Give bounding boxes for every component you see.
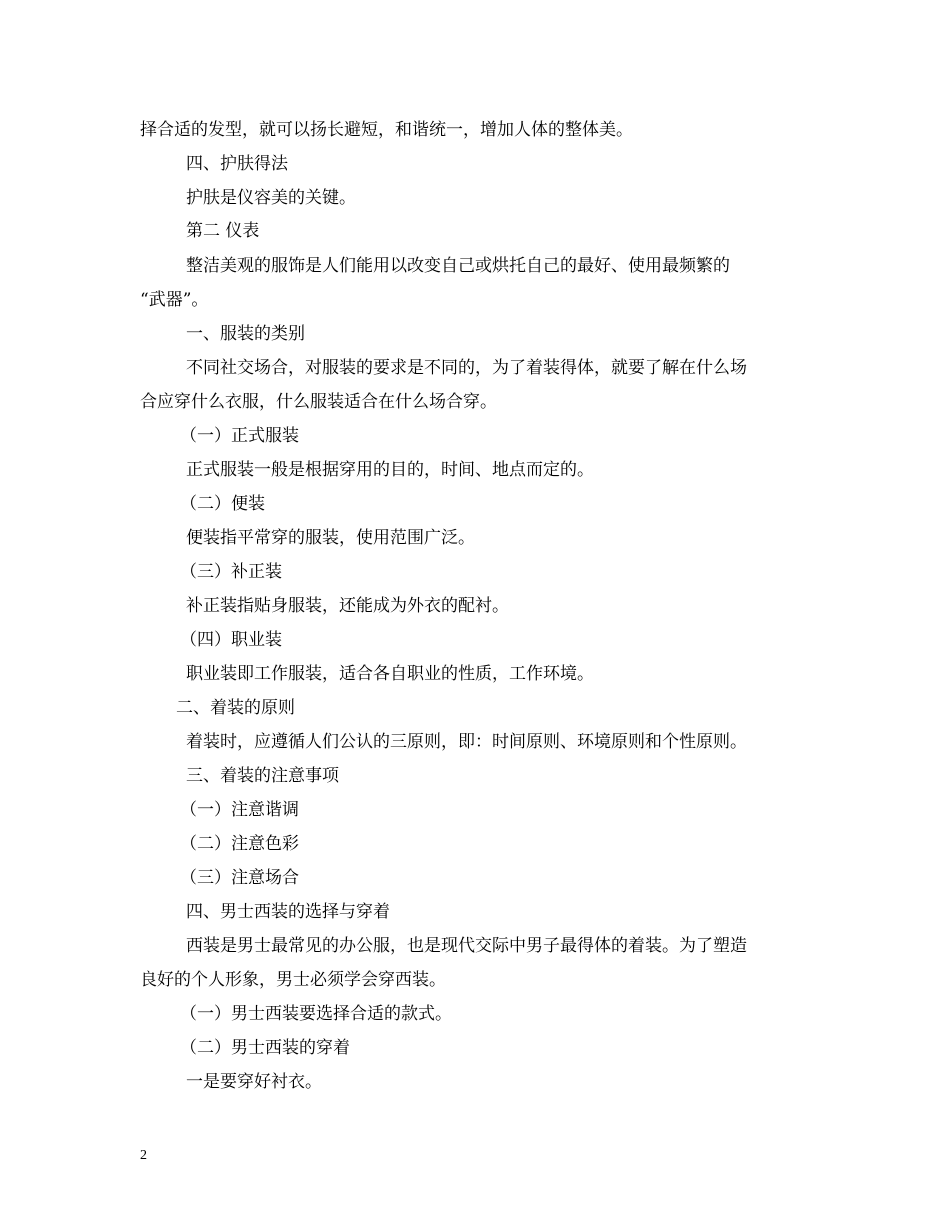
page-number: 2 xyxy=(140,1148,147,1163)
text-line: 正式服装一般是根据穿用的目的，时间、地点而定的。 xyxy=(186,460,594,480)
subsection-heading: （一）正式服装 xyxy=(180,426,299,446)
subsection-heading: （三）补正装 xyxy=(180,562,282,582)
subsection-heading: （二）注意色彩 xyxy=(180,834,299,854)
text-line: 西装是男士最常见的办公服，也是现代交际中男子最得体的着装。为了塑造 xyxy=(186,936,747,956)
text-line: “武器”。 xyxy=(140,290,209,310)
text-line: 一是要穿好衬衣。 xyxy=(186,1072,322,1092)
section-heading: 一、服装的类别 xyxy=(186,324,305,344)
subsection-heading: （四）职业装 xyxy=(180,630,282,650)
subsection-heading: （一）男士西装要选择合适的款式。 xyxy=(180,1004,452,1024)
text-line: 职业装即工作服装，适合各自职业的性质，工作环境。 xyxy=(186,664,594,684)
text-line: 便装指平常穿的服装，使用范围广泛。 xyxy=(186,528,475,548)
text-line: 整洁美观的服饰是人们能用以改变自己或烘托自己的最好、使用最频繁的 xyxy=(186,256,730,276)
text-line: 择合适的发型，就可以扬长避短，和谐统一，增加人体的整体美。 xyxy=(140,120,633,140)
text-line: 护肤是仪容美的关键。 xyxy=(186,188,356,208)
section-heading: 二、着装的原则 xyxy=(176,698,295,718)
text-line: 合应穿什么衣服，什么服装适合在什么场合穿。 xyxy=(140,392,497,412)
chapter-heading: 第二 仪表 xyxy=(186,221,260,241)
section-heading: 四、男士西装的选择与穿着 xyxy=(186,902,390,922)
text-line: 着装时，应遵循人们公认的三原则，即：时间原则、环境原则和个性原则。 xyxy=(186,732,747,752)
subsection-heading: （二）便装 xyxy=(180,494,265,514)
section-heading: 四、护肤得法 xyxy=(186,154,288,174)
text-line: 良好的个人形象，男士必须学会穿西装。 xyxy=(140,970,446,990)
subsection-heading: （三）注意场合 xyxy=(180,868,299,888)
subsection-heading: （二）男士西装的穿着 xyxy=(180,1038,350,1058)
section-heading: 三、着装的注意事项 xyxy=(186,766,339,786)
subsection-heading: （一）注意谐调 xyxy=(180,800,299,820)
text-line: 补正装指贴身服装，还能成为外衣的配衬。 xyxy=(186,596,509,616)
text-line: 不同社交场合，对服装的要求是不同的，为了着装得体，就要了解在什么场 xyxy=(186,358,747,378)
